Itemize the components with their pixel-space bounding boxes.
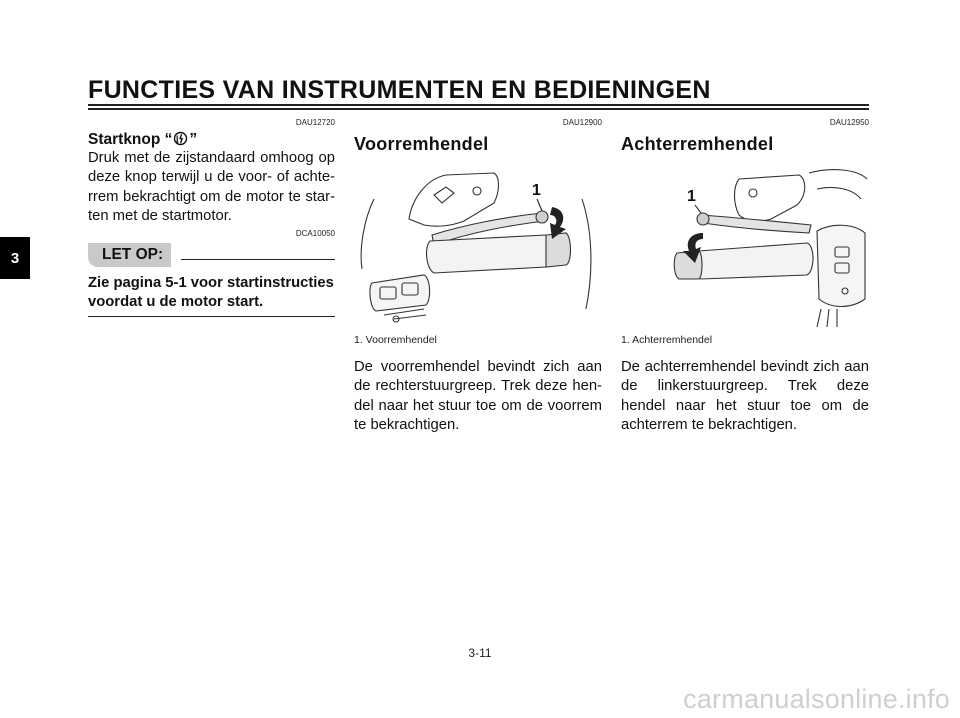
watermark: carmanualsonline.info [683,684,950,714]
section-code: DAU12720 [295,118,335,127]
page-number: 3-11 [468,646,492,660]
rear-brake-lever-illustration [621,159,869,329]
page-title: FUNCTIES VAN INSTRUMENTEN EN BEDIENINGEN [88,76,711,104]
section-start-switch [88,118,335,317]
section-body: De achterremhendel bevindt zich aan de linkerstuurgreep. Trek deze hendel naar het stuur toe om de achterrem te bekrachtigen. [621,359,869,434]
caution-header [88,243,335,267]
front-brake-lever-illustration [354,159,602,329]
caution-label: LET OP: [88,243,171,267]
caution-rule [181,259,335,261]
figure-caption: 1. Voorremhendel [354,334,437,346]
figure-caption: 1. Achterremhendel [621,334,713,346]
caution-text: Zie pagina 5-1 voor startinstructies voordat u de motor start. [88,274,334,310]
section-rear-brake [621,118,869,436]
heading-suffix: ” [189,131,198,148]
section-heading [88,130,335,149]
caution-bottom-rule [88,316,335,318]
section-heading: Voorremhendel [354,134,489,154]
section-body: Druk met de zijstandaard omhoog op deze knop terwijl u de voor- of achte-rrem bekrachtigt om de motor te star-ten met de startmotor. [88,150,335,225]
section-heading: Achterremhendel [621,134,774,154]
chapter-tab: 3 [0,237,30,279]
title-rule-top [88,104,869,106]
section-body: De voorremhendel bevindt zich aan de rechterstuurgreep. Trek deze hen-del naar het stuur toe om de voorrem te bekrachtigen. [354,359,602,434]
heading-prefix: Startknop “ [88,131,173,148]
section-front-brake [354,118,602,436]
start-switch-icon [173,131,188,146]
caution-code: DCA10050 [295,228,335,238]
title-rule-bottom [88,108,869,110]
figure-callout: 1 [687,188,696,205]
figure-callout: 1 [532,182,541,199]
section-code: DAU12900 [562,118,602,127]
section-code: DAU12950 [829,118,869,127]
